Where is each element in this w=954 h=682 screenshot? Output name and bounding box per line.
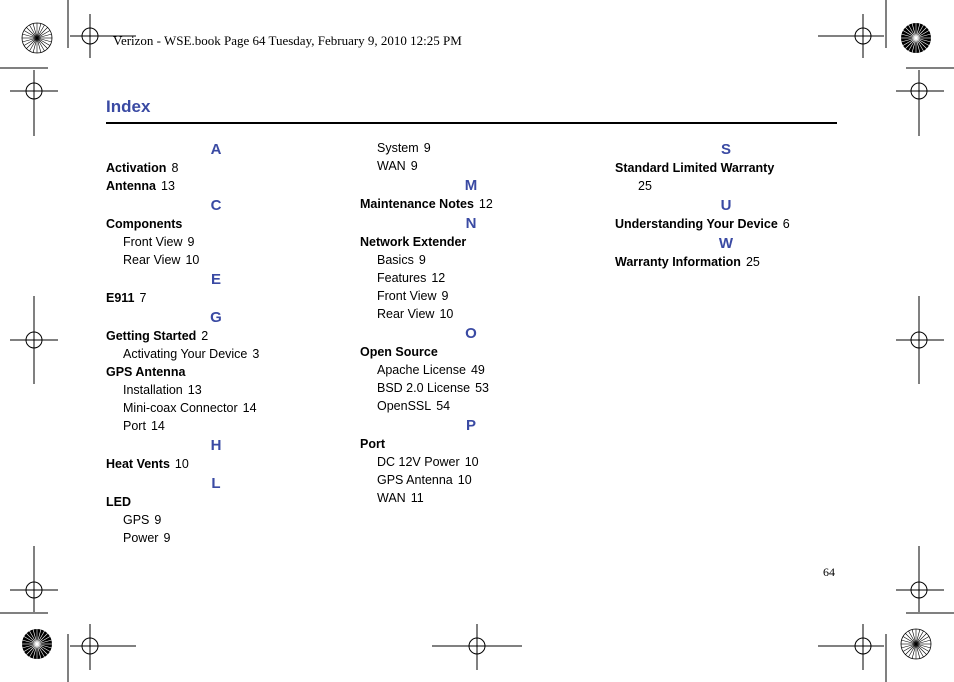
page-title: Index — [106, 97, 151, 116]
starburst-rays — [901, 629, 931, 659]
registration-target-bc — [432, 624, 522, 670]
index-letter-s: S — [720, 141, 731, 158]
index-subentry: Activating Your Device 3 — [123, 347, 260, 361]
index-subentry: OpenSSL 54 — [377, 399, 451, 413]
index-subentry: Apache License 49 — [377, 363, 485, 377]
index-subentry: Power 9 — [123, 531, 171, 545]
index-letter-n: N — [465, 215, 477, 232]
index-subentry: WAN 9 — [377, 159, 418, 173]
registration-target-r1 — [896, 70, 944, 136]
index-subentry: Mini-coax Connector 14 — [123, 401, 257, 415]
registration-target-r3 — [896, 546, 944, 612]
index-entry: E911 7 — [106, 291, 147, 305]
index-entry: Activation 8 — [106, 161, 179, 175]
book-header: Verizon - WSE.book Page 64 Tuesday, February 9, 2010 12:25 PM — [113, 33, 462, 48]
index-letter-o: O — [465, 325, 477, 342]
index-subentry: Rear View 10 — [377, 307, 454, 321]
registration-target-br — [818, 624, 884, 670]
registration-target-bl — [70, 624, 136, 670]
starburst-rays — [22, 629, 52, 659]
registration-target-l3 — [10, 546, 58, 612]
index-letter-g: G — [210, 309, 222, 326]
index-entry: Getting Started 2 — [106, 329, 209, 343]
registration-target-l2 — [10, 296, 58, 384]
title-rule — [106, 122, 837, 124]
index-letter-c: C — [210, 197, 222, 214]
index-entry: Understanding Your Device 6 — [615, 217, 790, 231]
index-letter-a: A — [210, 141, 222, 158]
index-subentry: BSD 2.0 License 53 — [377, 381, 490, 395]
index-column-2 — [360, 139, 582, 507]
index-letter-m: M — [464, 177, 478, 194]
index-entry: Antenna 13 — [106, 179, 175, 193]
starburst-rays — [901, 23, 931, 53]
index-entry: Port — [360, 437, 385, 451]
index-letter-u: U — [720, 197, 732, 214]
registration-target-l1 — [10, 70, 58, 136]
index-letter-e: E — [210, 271, 221, 288]
index-entry: Open Source — [360, 345, 438, 359]
index-subentry: Features 12 — [377, 271, 446, 285]
index-column-3 — [615, 139, 837, 271]
index-entry-page: 25 — [638, 179, 652, 193]
index-subentry: Rear View 10 — [123, 253, 200, 267]
index-subentry: Front View 9 — [123, 235, 195, 249]
index-subentry: GPS Antenna 10 — [377, 473, 472, 487]
index-entry: Standard Limited Warranty — [615, 161, 775, 175]
index-subentry: Installation 13 — [123, 383, 202, 397]
index-subentry: Basics 9 — [377, 253, 426, 267]
index-subentry: WAN 11 — [377, 491, 424, 505]
index-letter-h: H — [210, 437, 222, 454]
page-number: 64 — [823, 565, 835, 579]
index-letter-l: L — [211, 475, 221, 492]
index-subentry: Port 14 — [123, 419, 165, 433]
index-subentry: DC 12V Power 10 — [377, 455, 479, 469]
index-letter-w: W — [718, 235, 734, 252]
index-entry: Network Extender — [360, 235, 467, 249]
index-subentry: System 9 — [377, 141, 431, 155]
index-entry: Maintenance Notes 12 — [360, 197, 493, 211]
index-entry: Components — [106, 217, 183, 231]
index-subentry: Front View 9 — [377, 289, 449, 303]
index-subentry: GPS 9 — [123, 513, 162, 527]
index-entry: Heat Vents 10 — [106, 457, 189, 471]
index-entry: LED — [106, 495, 131, 509]
starburst-rays — [22, 23, 52, 53]
index-letter-p: P — [465, 417, 476, 434]
registration-target-r2 — [896, 296, 944, 384]
registration-target-tr — [818, 14, 884, 58]
index-column-1 — [106, 139, 326, 547]
index-entry: Warranty Information 25 — [615, 255, 760, 269]
index-entry: GPS Antenna — [106, 365, 186, 379]
